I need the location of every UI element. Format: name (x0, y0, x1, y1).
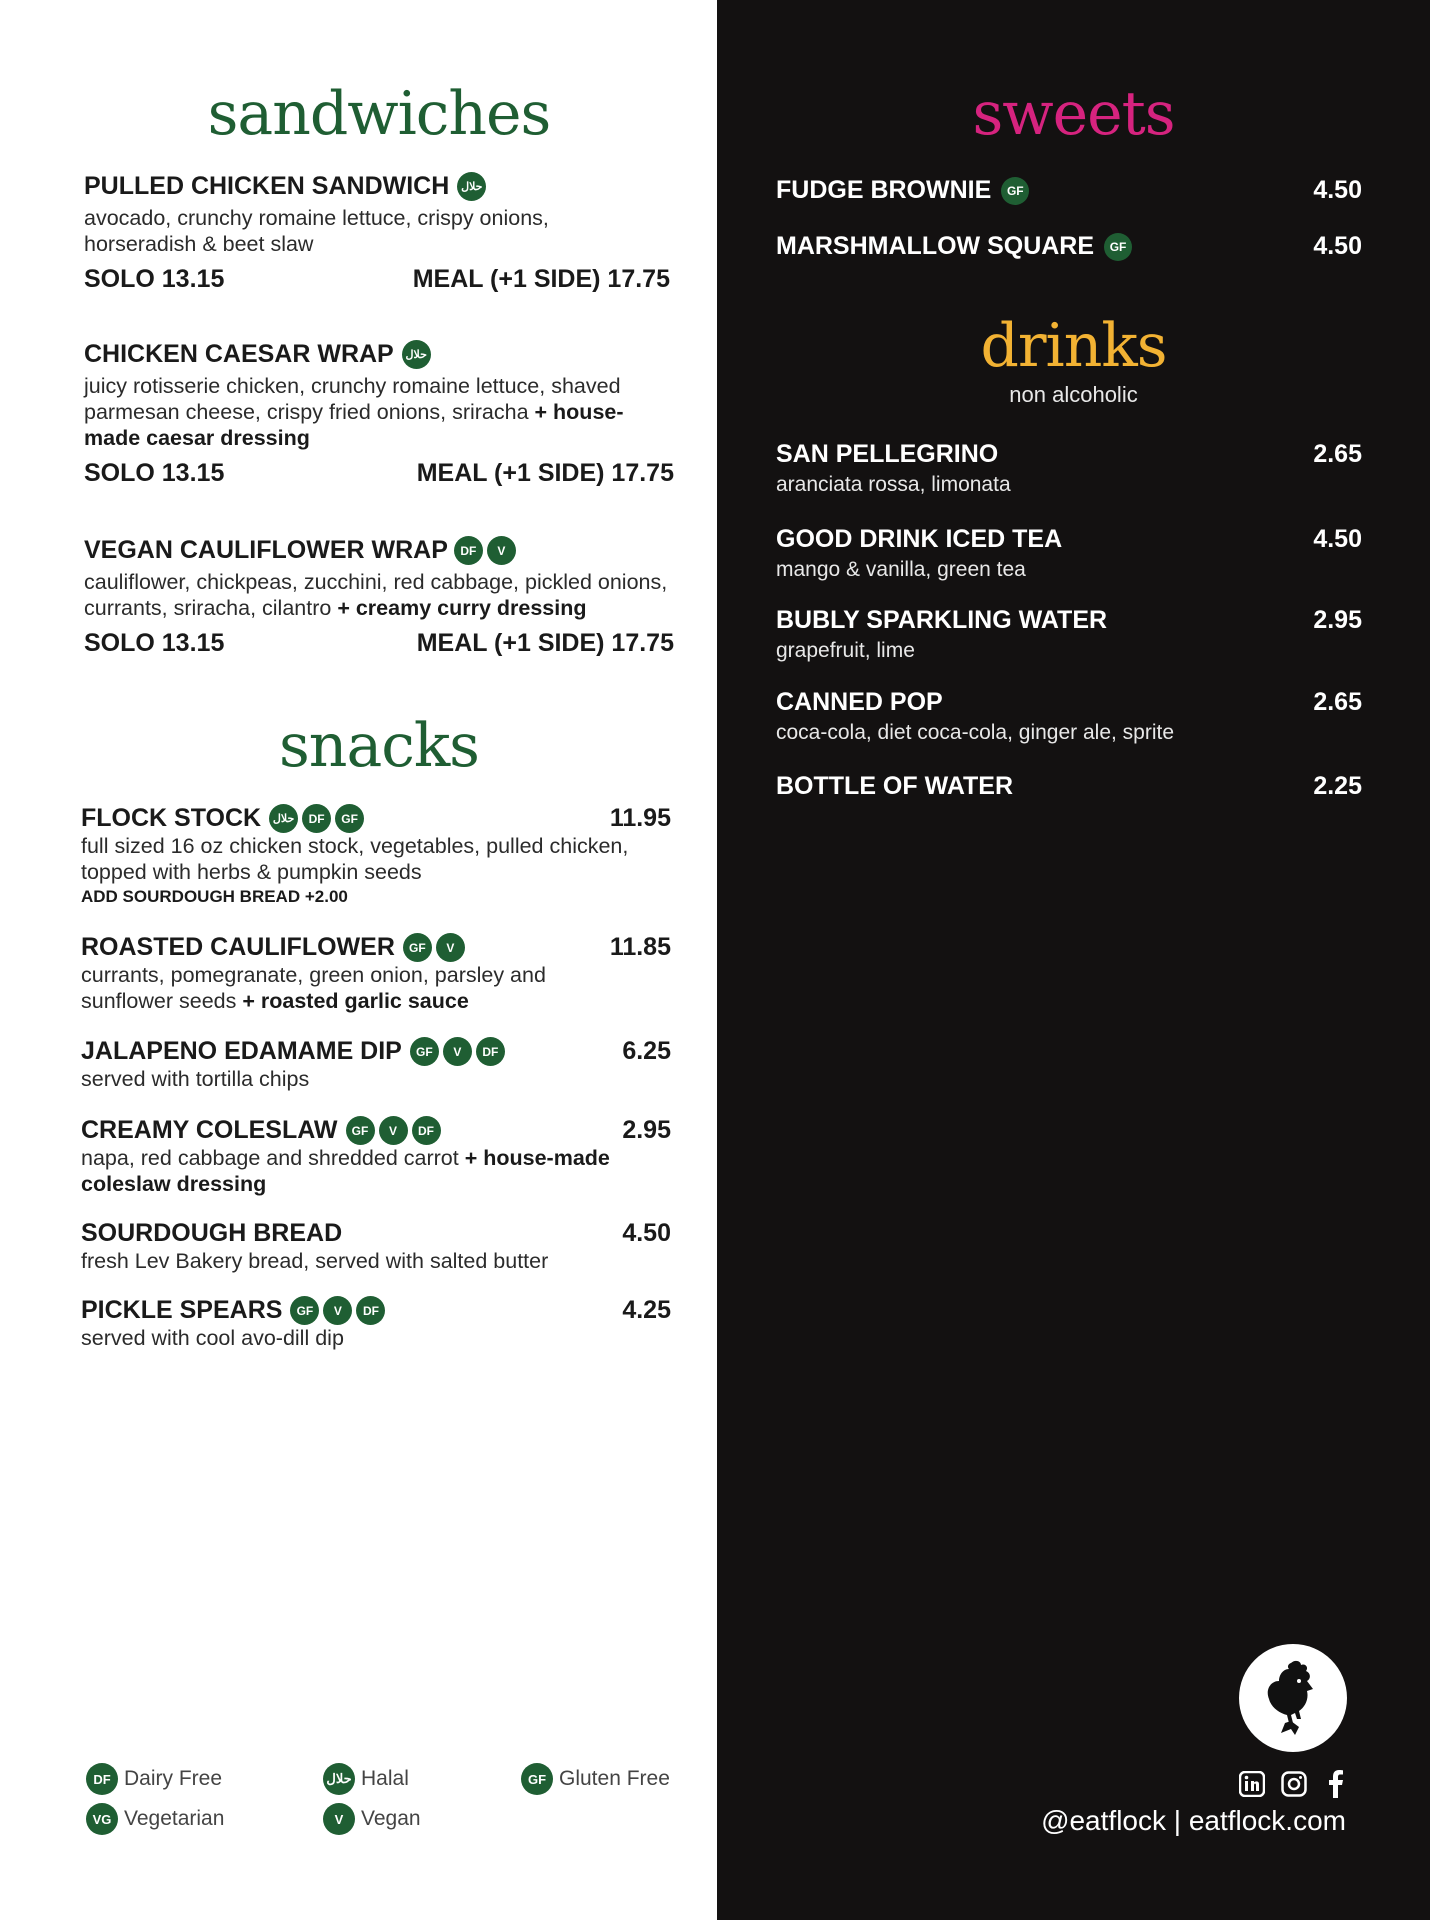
snack-header (81, 933, 671, 962)
drink-item (776, 606, 1362, 663)
item-price: 4.50 (1313, 525, 1362, 553)
gluten-free-badge: GF (346, 1116, 375, 1145)
desc-bold-text: + creamy curry dressing (337, 596, 587, 620)
item-price: 11.85 (609, 933, 671, 961)
social-links (1238, 1770, 1350, 1798)
halal-badge: حلال (323, 1763, 355, 1795)
item-price: 2.65 (1313, 440, 1362, 468)
snack-item (81, 1116, 671, 1197)
desc-text: napa, red cabbage and shredded carrot (81, 1146, 465, 1170)
drink-item (776, 772, 1362, 801)
dairy-free-badge: DF (356, 1296, 385, 1325)
logo (1239, 1644, 1347, 1752)
item-description (81, 833, 671, 885)
legend-gluten-free (521, 1763, 670, 1795)
dairy-free-badge: DF (454, 536, 483, 565)
item-description (81, 1248, 671, 1274)
vegetarian-badge: VG (86, 1803, 118, 1835)
dairy-free-badge: DF (86, 1763, 118, 1795)
addon-text: ADD SOURDOUGH BREAD +2.00 (81, 887, 348, 906)
item-description (81, 962, 611, 1014)
sweet-item (776, 176, 1362, 205)
desc-text: served with cool avo-dill dip (81, 1326, 344, 1350)
vegan-badge: V (379, 1116, 408, 1145)
item-price: 2.95 (1313, 606, 1362, 634)
item-name-text: FUDGE BROWNIE (776, 176, 992, 204)
halal-badge: حلال (457, 172, 486, 201)
snack-item (81, 1037, 671, 1092)
item-name (81, 1116, 441, 1145)
legend-vegan (323, 1803, 421, 1835)
legend-vegetarian (86, 1803, 224, 1835)
price-row (84, 629, 674, 658)
item-name (84, 172, 674, 201)
snack-item (81, 804, 671, 907)
desc-bold-text: + house-made coleslaw dressing (81, 1146, 610, 1196)
desc-text: full sized 16 oz chicken stock, vegetables, pulled chicken, topped with herbs & pumpkin seeds (81, 834, 629, 884)
meal-price: MEAL (+1 SIDE) 17.75 (412, 265, 670, 293)
item-description (84, 373, 674, 451)
item-description (81, 1325, 671, 1351)
item-name-text: PICKLE SPEARS (81, 1296, 283, 1324)
meal-price: MEAL (+1 SIDE) 17.75 (416, 459, 674, 487)
item-price: 4.50 (1313, 232, 1362, 260)
vegan-badge: V (436, 933, 465, 962)
snack-header (81, 1116, 671, 1145)
item-name: CANNED POP (776, 688, 943, 716)
snack-header (81, 804, 671, 833)
snack-header (81, 1037, 671, 1066)
dairy-free-badge: DF (476, 1037, 505, 1066)
item-price: 4.25 (622, 1296, 671, 1324)
item-description (84, 205, 604, 257)
facebook-icon[interactable] (1322, 1770, 1350, 1798)
price-row (84, 265, 674, 294)
snack-header (81, 1219, 671, 1248)
sandwiches-title: sandwiches (207, 79, 551, 149)
item-price: 2.65 (1313, 688, 1362, 716)
snack-item (81, 1296, 671, 1351)
desc-text: served with tortilla chips (81, 1067, 310, 1091)
desc-text: avocado, crunchy romaine lettuce, crispy onions, horseradish & beet slaw (84, 206, 549, 256)
item-price: 2.25 (1313, 772, 1362, 800)
item-price: 4.50 (1313, 176, 1362, 204)
solo-price: SOLO 13.15 (84, 629, 225, 657)
drink-item (776, 688, 1362, 745)
halal-badge: حلال (402, 340, 431, 369)
item-name: BOTTLE OF WATER (776, 772, 1014, 800)
item-name: BUBLY SPARKLING WATER (776, 606, 1108, 634)
gluten-free-badge: GF (1104, 233, 1132, 261)
sandwich-item (84, 172, 674, 294)
legend-halal (323, 1763, 409, 1795)
item-name (81, 804, 364, 833)
item-name-text: CREAMY COLESLAW (81, 1116, 338, 1144)
item-name (81, 1296, 385, 1325)
price-row (84, 459, 674, 488)
instagram-icon[interactable] (1280, 1770, 1308, 1798)
item-name-text: PULLED CHICKEN SANDWICH (84, 172, 450, 200)
halal-badge: حلال (269, 804, 298, 833)
item-description: grapefruit, lime (776, 639, 915, 662)
item-description (84, 569, 684, 621)
item-name-text: MARSHMALLOW SQUARE (776, 232, 1095, 260)
snack-header (81, 1296, 671, 1325)
desc-bold-text: + roasted garlic sauce (242, 989, 469, 1013)
desc-text: cauliflower, chickpeas, zucchini, red cabbage, pickled onions, currants, sriracha, cilantro (84, 570, 668, 620)
drinks-title: drinks (980, 311, 1167, 381)
item-description: coca-cola, diet coca-cola, ginger ale, sprite (776, 721, 1175, 744)
footer-handle[interactable]: @eatflock | eatflock.com (1041, 1805, 1346, 1836)
legend-label: Vegan (361, 1807, 421, 1830)
gluten-free-badge: GF (403, 933, 432, 962)
gluten-free-badge: GF (290, 1296, 319, 1325)
item-name-text: ROASTED CAULIFLOWER (81, 933, 395, 961)
item-name (81, 933, 465, 962)
item-price: 6.25 (622, 1037, 671, 1065)
snacks-title: snacks (279, 711, 479, 781)
snack-item (81, 933, 671, 1014)
item-name (776, 232, 1132, 261)
sweet-item (776, 232, 1362, 261)
legend-label: Vegetarian (124, 1807, 225, 1830)
desc-text: currants, pomegranate, green onion, parsley and sunflower seeds (81, 963, 546, 1013)
item-price: 2.95 (622, 1116, 671, 1144)
legend-label: Dairy Free (124, 1767, 223, 1790)
desc-bold-text: + house-made caesar dressing (84, 400, 624, 450)
rooster-icon (1261, 1659, 1325, 1737)
meal-price: MEAL (+1 SIDE) 17.75 (416, 629, 674, 657)
snack-item (81, 1219, 671, 1274)
item-name-text: VEGAN CAULIFLOWER WRAP (84, 536, 448, 564)
dairy-free-badge: DF (412, 1116, 441, 1145)
item-name: SAN PELLEGRINO (776, 440, 999, 468)
solo-price: SOLO 13.15 (84, 459, 225, 487)
item-name-text: FLOCK STOCK (81, 804, 262, 832)
item-name-text: CHICKEN CAESAR WRAP (84, 340, 394, 368)
drink-item (776, 525, 1362, 582)
legend-dairy-free (86, 1763, 222, 1795)
item-price: 11.95 (609, 804, 671, 832)
gluten-free-badge: GF (1001, 177, 1029, 205)
item-name (776, 176, 1029, 205)
linkedin-icon[interactable] (1238, 1770, 1266, 1798)
solo-price: SOLO 13.15 (84, 265, 225, 293)
desc-text: fresh Lev Bakery bread, served with salted butter (81, 1249, 549, 1273)
vegan-badge: V (487, 536, 516, 565)
item-description (81, 1145, 611, 1197)
sandwich-item (84, 536, 674, 658)
item-name (84, 340, 674, 369)
gluten-free-badge: GF (410, 1037, 439, 1066)
desc-text: juicy rotisserie chicken, crunchy romaine lettuce, shaved parmesan cheese, crispy fried onions, sriracha (84, 374, 621, 424)
item-description (81, 1066, 671, 1092)
gluten-free-badge: GF (335, 804, 364, 833)
drink-item (776, 440, 1362, 497)
item-description: aranciata rossa, limonata (776, 473, 1011, 496)
vegan-badge: V (323, 1803, 355, 1835)
item-name-text: JALAPENO EDAMAME DIP (81, 1037, 402, 1065)
item-name: GOOD DRINK ICED TEA (776, 525, 1063, 553)
sandwich-item (84, 340, 674, 488)
item-name (84, 536, 674, 565)
item-name-text: SOURDOUGH BREAD (81, 1219, 343, 1247)
dairy-free-badge: DF (302, 804, 331, 833)
legend-label: Gluten Free (559, 1767, 670, 1790)
vegan-badge: V (443, 1037, 472, 1066)
item-name (81, 1219, 342, 1248)
gluten-free-badge: GF (521, 1763, 553, 1795)
vegan-badge: V (323, 1296, 352, 1325)
legend-label: Halal (361, 1767, 409, 1790)
item-description: mango & vanilla, green tea (776, 558, 1026, 581)
drinks-subtitle: non alcoholic (1009, 382, 1138, 407)
right-panel (717, 0, 1430, 1920)
sweets-title: sweets (972, 79, 1175, 149)
item-price: 4.50 (622, 1219, 671, 1247)
item-name (81, 1037, 505, 1066)
